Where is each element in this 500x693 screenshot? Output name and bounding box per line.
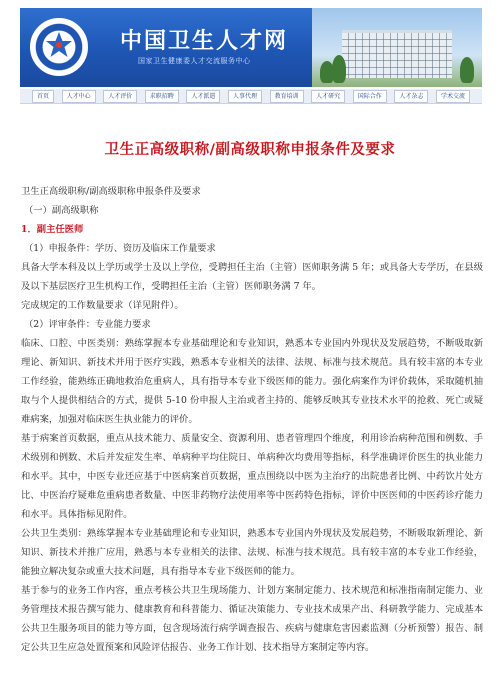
building-windows [342,33,452,78]
paragraph: 基于病案首页数据，重点从技术能力、质量安全、资源利用、患者管理四个维度，利用诊治病种范围和例数、手术级别和例数、术后并发症发生率、单病种平均住院日、单病种次均费用等指标，科学准确评价医生的执业能力和水平。其中，中医专业还应基于中医病案首页数据，重点围绕以中医为主治疗的出院患者比例、中药饮片处方比、中医治疗疑难危重病患者数量、中医非药物疗法使用率等中医药特色指标，评价中医医师的中医药诊疗能力和水平。具体指标见附件。 [21,433,483,520]
paragraph: 完成规定的工作数量要求（详见附件）。 [21,300,184,311]
building-photo [312,8,482,87]
paragraph: 具备大学本科及以上学历或学士及以上学位，受聘担任主治（主管）医师职务满 5 年；或具备大专学历，在县级及以下基层医疗卫生机构工作，受聘担任主治（主管）医师职务满 7 年。 [21,262,483,292]
article-subtitle: 卫生正高级职称/副高级职称申报条件及要求 [21,186,201,197]
nav-item-dispatch[interactable]: 人才派遣 [186,90,220,103]
article-body [21,182,483,657]
tree-icon [332,55,346,83]
section-heading-red: 1．副主任医师 [21,224,84,235]
subsection-heading: （2）评审条件：专业能力要求 [24,319,151,330]
site-title: 中国卫生人才网 [120,29,289,54]
subsection-heading: （1）申报条件：学历、资历及临床工作量要求 [24,243,216,254]
nav-item-talent-center[interactable]: 人才中心 [62,90,96,103]
nav-item-home[interactable]: 首页 [32,90,54,103]
paragraph: 临床、口腔、中医类别：熟练掌握本专业基础理论和专业知识，熟悉本专业国内外现状及发展趋势，不断吸取新理论、新知识、新技术并用于医疗实践，熟悉本专业相关的法律、法规、标准与技术规范。具有较丰富的本专业工作经验，能熟练正确地救治危重病人，具有指导本专业下级医师的能力。强化病案作为评价载体，采取随机抽取与个人提供相结合的方式，提供 5-10 份申报人主治或者主持的、能够反映其专业技术水平的抢救、死亡或疑难病案，加强对临床医生执业能力的评价。 [21,338,483,425]
site-subtitle: 国家卫生健康委人才交流服务中心 [138,57,251,65]
tree-icon [460,57,474,83]
nav-item-magazine[interactable]: 人才杂志 [394,90,428,103]
section-heading: （一）副高级职称 [24,205,99,216]
nav-item-academic[interactable]: 学术交流 [436,90,470,103]
article-headline: 卫生正高级职称/副高级职称申报条件及要求 [104,142,396,158]
paragraph: 基于参与的业务工作内容，重点考核公共卫生现场能力、计划方案制定能力、技术规范和标准指南制定能力、业务管理技术报告撰写能力、健康教育和科普能力、循证决策能力、专业技术成果产出、科研教学能力、完成基本公共卫生服务项目的能力等方面，包含现场流行病学调查报告、疾病与健康危害因素监测（分析预警）报告、制定公共卫生应急处置预案和风险评估报告、业务工作计划、技术指导方案制定等内容。 [21,585,483,653]
nav-item-recruitment[interactable]: 求职招聘 [145,90,179,103]
site-banner [20,8,482,87]
nav-item-research[interactable]: 人才研究 [311,90,345,103]
nav-item-evaluation[interactable]: 人才评价 [103,90,137,103]
star-logo-icon [44,30,74,60]
nav-item-agency[interactable]: 人事代理 [228,90,262,103]
nav-item-international[interactable]: 国际合作 [353,90,387,103]
main-nav [20,89,482,104]
nav-item-training[interactable]: 教育培训 [270,90,304,103]
paragraph: 公共卫生类别：熟练掌握本专业基础理论和专业知识，熟悉本专业国内外现状及发展趋势，不断吸取新理论、新知识、新技术并推广应用，熟悉与本专业相关的法律、法规、标准与技术规范。具有较丰富的本专业工作经验，能独立解决复杂或重大技术问题，具有指导本专业下级医师的能力。 [21,528,483,577]
